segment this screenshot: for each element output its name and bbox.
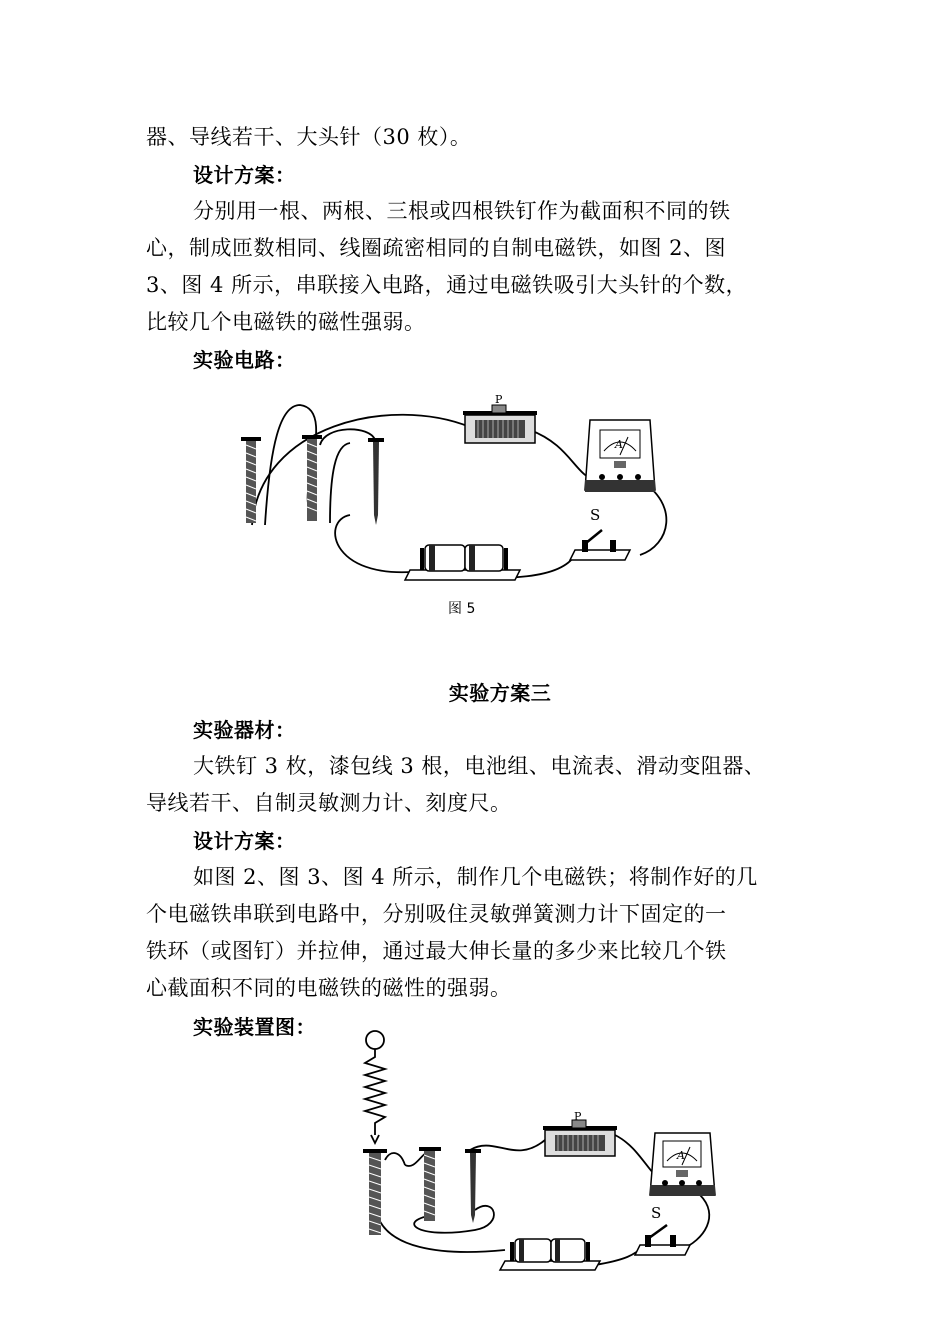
switch-label: S (590, 506, 601, 524)
section-title: 实验方案三 (448, 681, 552, 705)
design-line: 心，制成匝数相同、线圈疏密相同的自制电磁铁，如图 2、图 (146, 236, 727, 260)
switch (635, 1204, 690, 1255)
rheostat-label: P (574, 1110, 582, 1123)
design-line-3: 个电磁铁串联到电路中，分别吸住灵敏弹簧测力计下固定的一 (146, 902, 727, 926)
switch (570, 506, 630, 560)
apparatus-heading: 实验装置图： (193, 1015, 316, 1039)
nail-3 (368, 438, 384, 525)
materials-line: 导线若干、自制灵敏测力计、刻度尺。 (146, 791, 512, 815)
ammeter-label: A (615, 438, 623, 451)
rheostat (463, 393, 537, 443)
circuit-heading: 实验电路： (193, 348, 296, 372)
switch-label: S (651, 1204, 662, 1222)
nail-2 (302, 435, 322, 521)
rheostat (543, 1110, 617, 1156)
design-line-3: 如图 2、图 3、图 4 所示，制作几个电磁铁；将制作好的几 (193, 865, 758, 889)
ammeter (585, 420, 655, 492)
design-heading-3: 设计方案： (193, 829, 296, 853)
nail-1 (363, 1149, 387, 1235)
ammeter (650, 1133, 715, 1196)
materials-line: 大铁钉 3 枚，漆包线 3 根，电池组、电流表、滑动变阻器、 (193, 754, 766, 778)
nail-2 (419, 1147, 441, 1221)
ammeter-label: A (677, 1149, 685, 1162)
spring-scale (365, 1031, 385, 1143)
circuit-figure (230, 385, 690, 590)
rheostat-label: P (495, 393, 503, 406)
design-line-3: 心截面积不同的电磁铁的磁性的强弱。 (146, 976, 512, 1000)
materials-heading: 实验器材： (193, 718, 296, 742)
materials-continuation: 器、导线若干、大头针（30 枚）。 (146, 125, 472, 149)
design-line-3: 铁环（或图钉）并拉伸，通过最大伸长量的多少来比较几个铁 (146, 939, 727, 963)
design-heading: 设计方案： (193, 163, 296, 187)
design-line: 3、图 4 所示，串联接入电路，通过电磁铁吸引大头针的个数， (146, 273, 748, 297)
battery (405, 545, 520, 580)
apparatus-figure (345, 1025, 725, 1275)
design-line: 比较几个电磁铁的磁性强弱。 (146, 310, 426, 334)
nail-1 (241, 437, 261, 523)
design-line: 分别用一根、两根、三根或四根铁钉作为截面积不同的铁 (193, 199, 731, 223)
figure-caption: 图 5 (448, 601, 476, 617)
nail-3 (465, 1149, 481, 1223)
battery (500, 1239, 600, 1270)
